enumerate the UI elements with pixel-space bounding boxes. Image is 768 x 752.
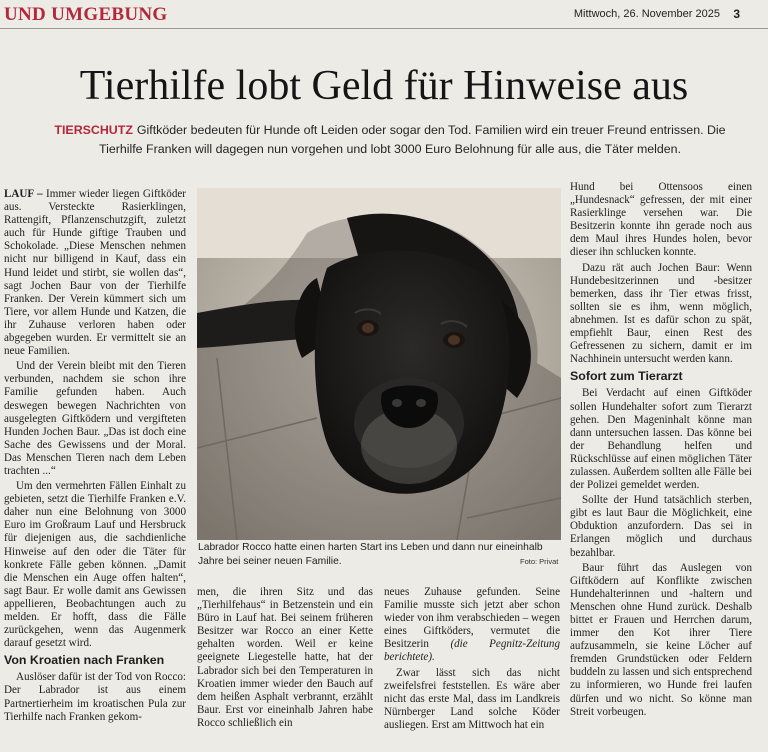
photo-caption: Labrador Rocco hatte einen harten Start ins Leben und dann nur eineinhalb Jahre bei seiner neuen Familie.	[198, 542, 543, 567]
paragraph: Um den vermehrten Fällen Einhalt zu gebieten, setzt die Tierhilfe Franken e.V. daher nun eine Belohnung von 3000 Euro im Großraum Lauf und Hersbruck für diejenigen aus, die sachdienliche Hinweise auf den oder die Täter für konkrete Fälle geben können. „Damit die Menschen ein Auge offen halten“, sagt Baur. Er wolle damit ans Gewissen appellieren, Beobachtungen auch zu melden. Er hofft, dass die Fälle zurückgehen, wenn das Augenmerk darauf gesetzt wird.	[4, 480, 186, 650]
section-title: UND UMGEBUNG	[4, 4, 168, 25]
kicker: TIERSCHUTZ	[54, 123, 133, 137]
deck-text: Giftköder bedeuten für Hunde oft Leiden oder sogar den Tod. Familien wird ein treuer Freund entrissen. Die Tierhilfe Franken will dagegen nun vorgehen und lobt 3000 Euro Belohnung für alle aus, die Täter melden.	[98, 123, 726, 156]
subheading: Sofort zum Tierarzt	[570, 369, 683, 384]
subheading: Von Kroatien nach Franken	[4, 653, 165, 668]
column-3	[384, 586, 560, 734]
paragraph: Und der Verein bleibt mit den Tieren verbunden, nachdem sie schon ihre Familie gefunden haben. Auch deswegen bewegen Nachrichten von ausgelegten Giftködern und vergifteten Hunden Jochen Baur. „Das ist doch eine Sache des Gewissens und der Moral. Das Menschen Tieren nach dem Leben trachten ...“	[4, 360, 186, 477]
issue-date: Mittwoch, 26. November 2025	[573, 8, 720, 20]
source-note: (die Pegnitz-Zeitung berichtete).	[384, 638, 560, 664]
column-2	[197, 586, 373, 732]
paragraph: Auslöser dafür ist der Tod von Rocco: Der Labrador ist aus einem Partnertierheim im kroatischen Pula zur Tierhilfe nach Franken gekom-	[4, 671, 186, 723]
column-1	[4, 188, 186, 726]
paragraph: Bei Verdacht auf einen Giftköder sollen Hundehalter sofort zum Tierarzt gehen. Den Mageninhalt könne man dann untersuchen lassen. Das könne bei der Behandlung helfen und Rückschlüsse auf einen möglichen Täter zulassen. Außerdem sollten alle Fälle bei der Polizei gemeldet werden.	[570, 387, 752, 492]
header-rule	[0, 28, 768, 29]
dateline: LAUF –	[4, 188, 43, 200]
paragraph: Sollte der Hund tatsächlich sterben, gibt es laut Baur die Möglichkeit, eine Obduktion anzufordern. Das sei in Erlangen möglich und durchaus bezahlbar.	[570, 494, 752, 559]
dog-photo	[197, 188, 561, 540]
page-number: 3	[733, 7, 740, 21]
labrador-image	[197, 188, 561, 540]
paragraph: Dazu rät auch Jochen Baur: Wenn Hundebesitzerinnen und -besitzer bemerken, dass ihr Tier etwas frisst, sollten sie es ihm, wenn möglich, abnehmen. Ist es dafür schon zu spät, empfiehlt Baur, einen Rest des Gefressenen zu sichern, damit er im Nachhinein untersucht werden kann.	[570, 261, 752, 366]
paragraph: Zwar lässt sich das nicht zweifelsfrei feststellen. Es wäre aber nicht das erste Mal, dass im Landkreis Nürnberger Land solche Köder ausliegen. Erst am Mittwoch hat ein	[384, 666, 560, 731]
photo-credit: Foto: Privat	[520, 557, 559, 566]
paragraph: Baur führt das Auslegen von Giftködern auf Konflikte zwischen Hundehalterinnen und -haltern und Menschen ohne Hund zurück. Deshalb bittet er Frauen und Herrchen darum, immer den Kot ihrer Tiere aufzusammeln, sie keine Löcher auf fremden Grundstücken oder Feldern buddeln zu lassen und sich entsprechend zu informieren, wo Hunde frei laufen dürfen und wo nicht. So könne man Streit vorbeugen.	[570, 561, 752, 718]
headline: Tierhilfe lobt Geld für Hinweise aus	[79, 63, 689, 109]
paragraph: neues Zuhause gefunden. Seine Familie musste sich jetzt aber schon wieder von ihm verabschieden – wegen eines Giftköders, vermutet die Besitzerin (die Pegnitz-Zeitung berichtete).	[384, 586, 560, 664]
paragraph: Hund bei Ottensoos einen „Hundesnack“ gefressen, der mit einer Rasierklinge versehen war. Die Besitzerin konnte ihn gerade noch aus dem Maul ihres Hundes holen, bevor dieser ihn schlucken konnte.	[570, 181, 752, 259]
paragraph: LAUF – Immer wieder liegen Giftköder aus. Versteckte Rasierklingen, Rattengift, Pflanzenschutzgift, zuletzt auch für Hunde giftige Trauben und Schokolade. „Diese Menschen nehmen nicht nur billigend in Kauf, dass ein Hund leidet und stirbt, sie wollen das“, sagt Jochen Baur von der Tierhilfe Franken. Der Verein kümmert sich um Tiere, vor allem Hunde und Katzen, die ihr Zuhause verloren haben oder abgegeben wurden. Er vermittelt sie an neue Familien.	[4, 188, 187, 358]
paragraph: men, die ihren Sitz und das „Tierhilfehaus“ in Betzenstein und ein Büro in Lauf hat. Bei seinem früheren Besitzer war Rocco an einer Kette gehalten worden. Weil er keine geeignete Liegestelle hatte, hat der Labrador sich bei den Temperaturen in Kroatien immer wieder den Bauch auf dem heißen Asphalt verbrannt, erzählt Baur. Erst vor eineinhalb Jahren habe Rocco schließlich ein	[197, 586, 373, 729]
column-4	[570, 181, 752, 721]
deck	[40, 121, 740, 159]
